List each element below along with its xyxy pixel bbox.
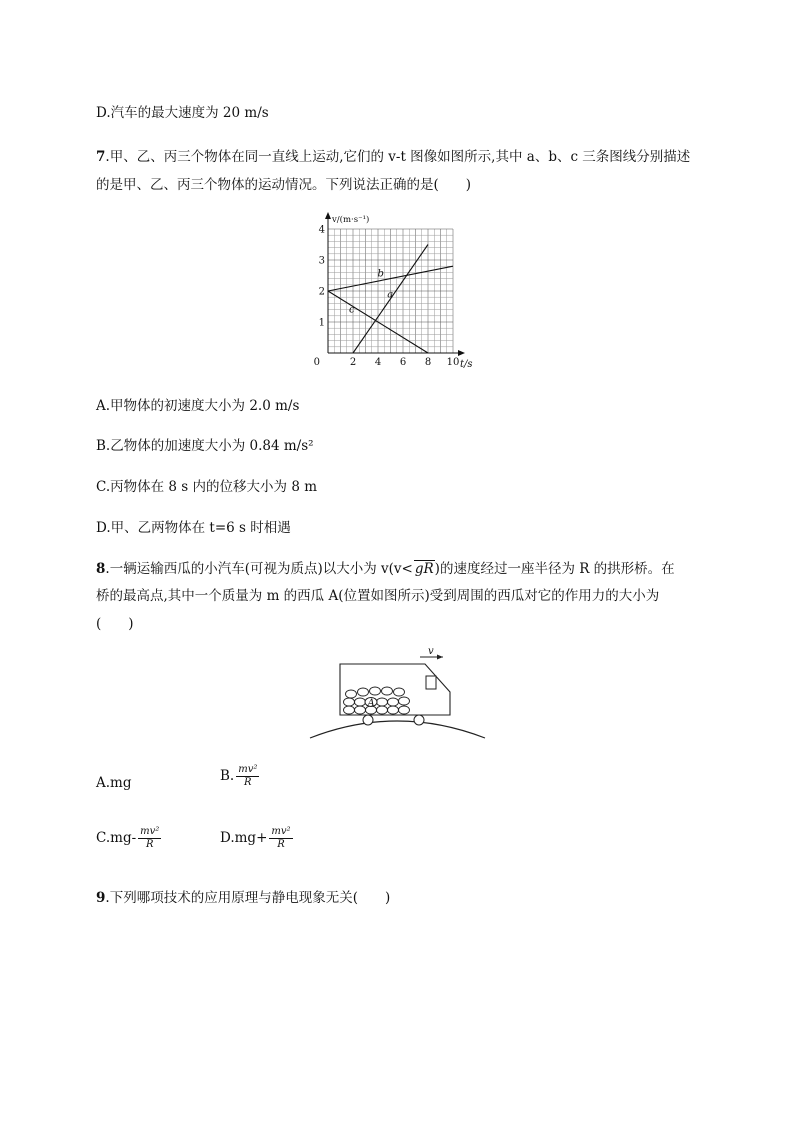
q8-option-d-prefix: D.mg+ — [220, 830, 268, 846]
q8-number: 8 — [96, 561, 106, 577]
x-tick-label: 8 — [424, 357, 432, 368]
q9-stem — [96, 886, 390, 906]
x-tick-label: 6 — [399, 357, 407, 368]
q8-stem-text1a: .一辆运输西瓜的小汽车(可视为质点)以大小为 v(v< — [105, 561, 413, 577]
q7-option-c: C.丙物体在 8 s 内的位移大小为 8 m — [96, 479, 318, 495]
q6-option-d: D.汽车的最大速度为 20 m/s — [96, 105, 269, 121]
q7-stem-text1: .甲、乙、丙三个物体在同一直线上运动,它们的 v-t 图像如图所示,其中 a、b、c 三条图线分别描述 — [105, 149, 691, 165]
q7-number: 7 — [96, 149, 106, 165]
bridge-arc — [310, 721, 485, 738]
y-axis-arrow — [325, 212, 331, 219]
watermelon-A-label: A — [367, 698, 375, 709]
q8-stem-line1 — [96, 557, 675, 577]
frac-numerator: mv² — [238, 764, 258, 775]
q8-option-c-prefix: C.mg- — [96, 830, 137, 846]
frac-denominator: R — [277, 839, 285, 850]
q7-option-b: B.乙物体的加速度大小为 0.84 m/s² — [96, 438, 314, 454]
q7-stem-line2: 的是甲、乙、丙三个物体的运动情况。下列说法正确的是( ) — [96, 177, 472, 193]
x-tick-label: 10 — [446, 357, 460, 368]
q8-option-d-frac — [269, 826, 292, 851]
q7-stem-line1 — [96, 145, 690, 165]
q7-option-d: D.甲、乙两物体在 t=6 s 时相遇 — [96, 520, 291, 536]
series-label-a: a — [387, 289, 394, 301]
x-tick-label: 0 — [313, 357, 320, 368]
q8-option-d — [220, 826, 293, 851]
vt-chart — [310, 208, 490, 370]
x-tick-label: 2 — [349, 357, 357, 368]
x-axis-label: t/s — [460, 359, 473, 370]
y-tick-label: 4 — [318, 224, 325, 236]
x-axis-arrow — [458, 350, 465, 356]
truck-window — [426, 676, 436, 689]
q8-stem-line3: ( ) — [96, 616, 134, 632]
q7-option-a: A.甲物体的初速度大小为 2.0 m/s — [96, 398, 300, 414]
q8-option-b — [220, 764, 259, 789]
q8-option-b-prefix: B. — [220, 768, 235, 784]
q8-stem-line2: 桥的最高点,其中一个质量为 m 的西瓜 A(位置如图所示)受到周围的西瓜对它的作用力的大小为 — [96, 588, 660, 604]
frac-denominator: R — [244, 777, 252, 788]
frac-numerator: mv² — [140, 826, 160, 837]
y-tick-label: 3 — [318, 255, 325, 267]
y-tick-label: 1 — [318, 317, 325, 329]
truck-wheel-rear — [363, 715, 373, 725]
q8-option-c — [96, 826, 161, 851]
q9-number: 9 — [96, 890, 106, 906]
q9-stem-text: .下列哪项技术的应用原理与静电现象无关( ) — [105, 890, 391, 906]
q8-sqrt-gR: gR — [414, 561, 434, 577]
series-label-b: b — [377, 268, 384, 280]
truck-figure — [305, 644, 490, 744]
q8-stem-text1b: )的速度经过一座半径为 R 的拱形桥。在 — [434, 561, 675, 577]
q8-option-b-frac — [236, 764, 259, 789]
series-label-c: c — [349, 304, 355, 316]
q8-option-a: A.mg — [96, 775, 132, 791]
y-axis-label: v/(m·s⁻¹) — [332, 215, 370, 225]
y-tick-label: 2 — [318, 286, 325, 298]
frac-denominator: R — [145, 839, 154, 850]
truck-wheel-front — [414, 715, 424, 725]
x-tick-label: 4 — [374, 357, 382, 368]
velocity-label: v — [428, 646, 434, 657]
q8-option-c-frac — [138, 826, 161, 851]
frac-numerator: mv² — [271, 826, 291, 837]
velocity-arrowhead — [437, 655, 443, 660]
